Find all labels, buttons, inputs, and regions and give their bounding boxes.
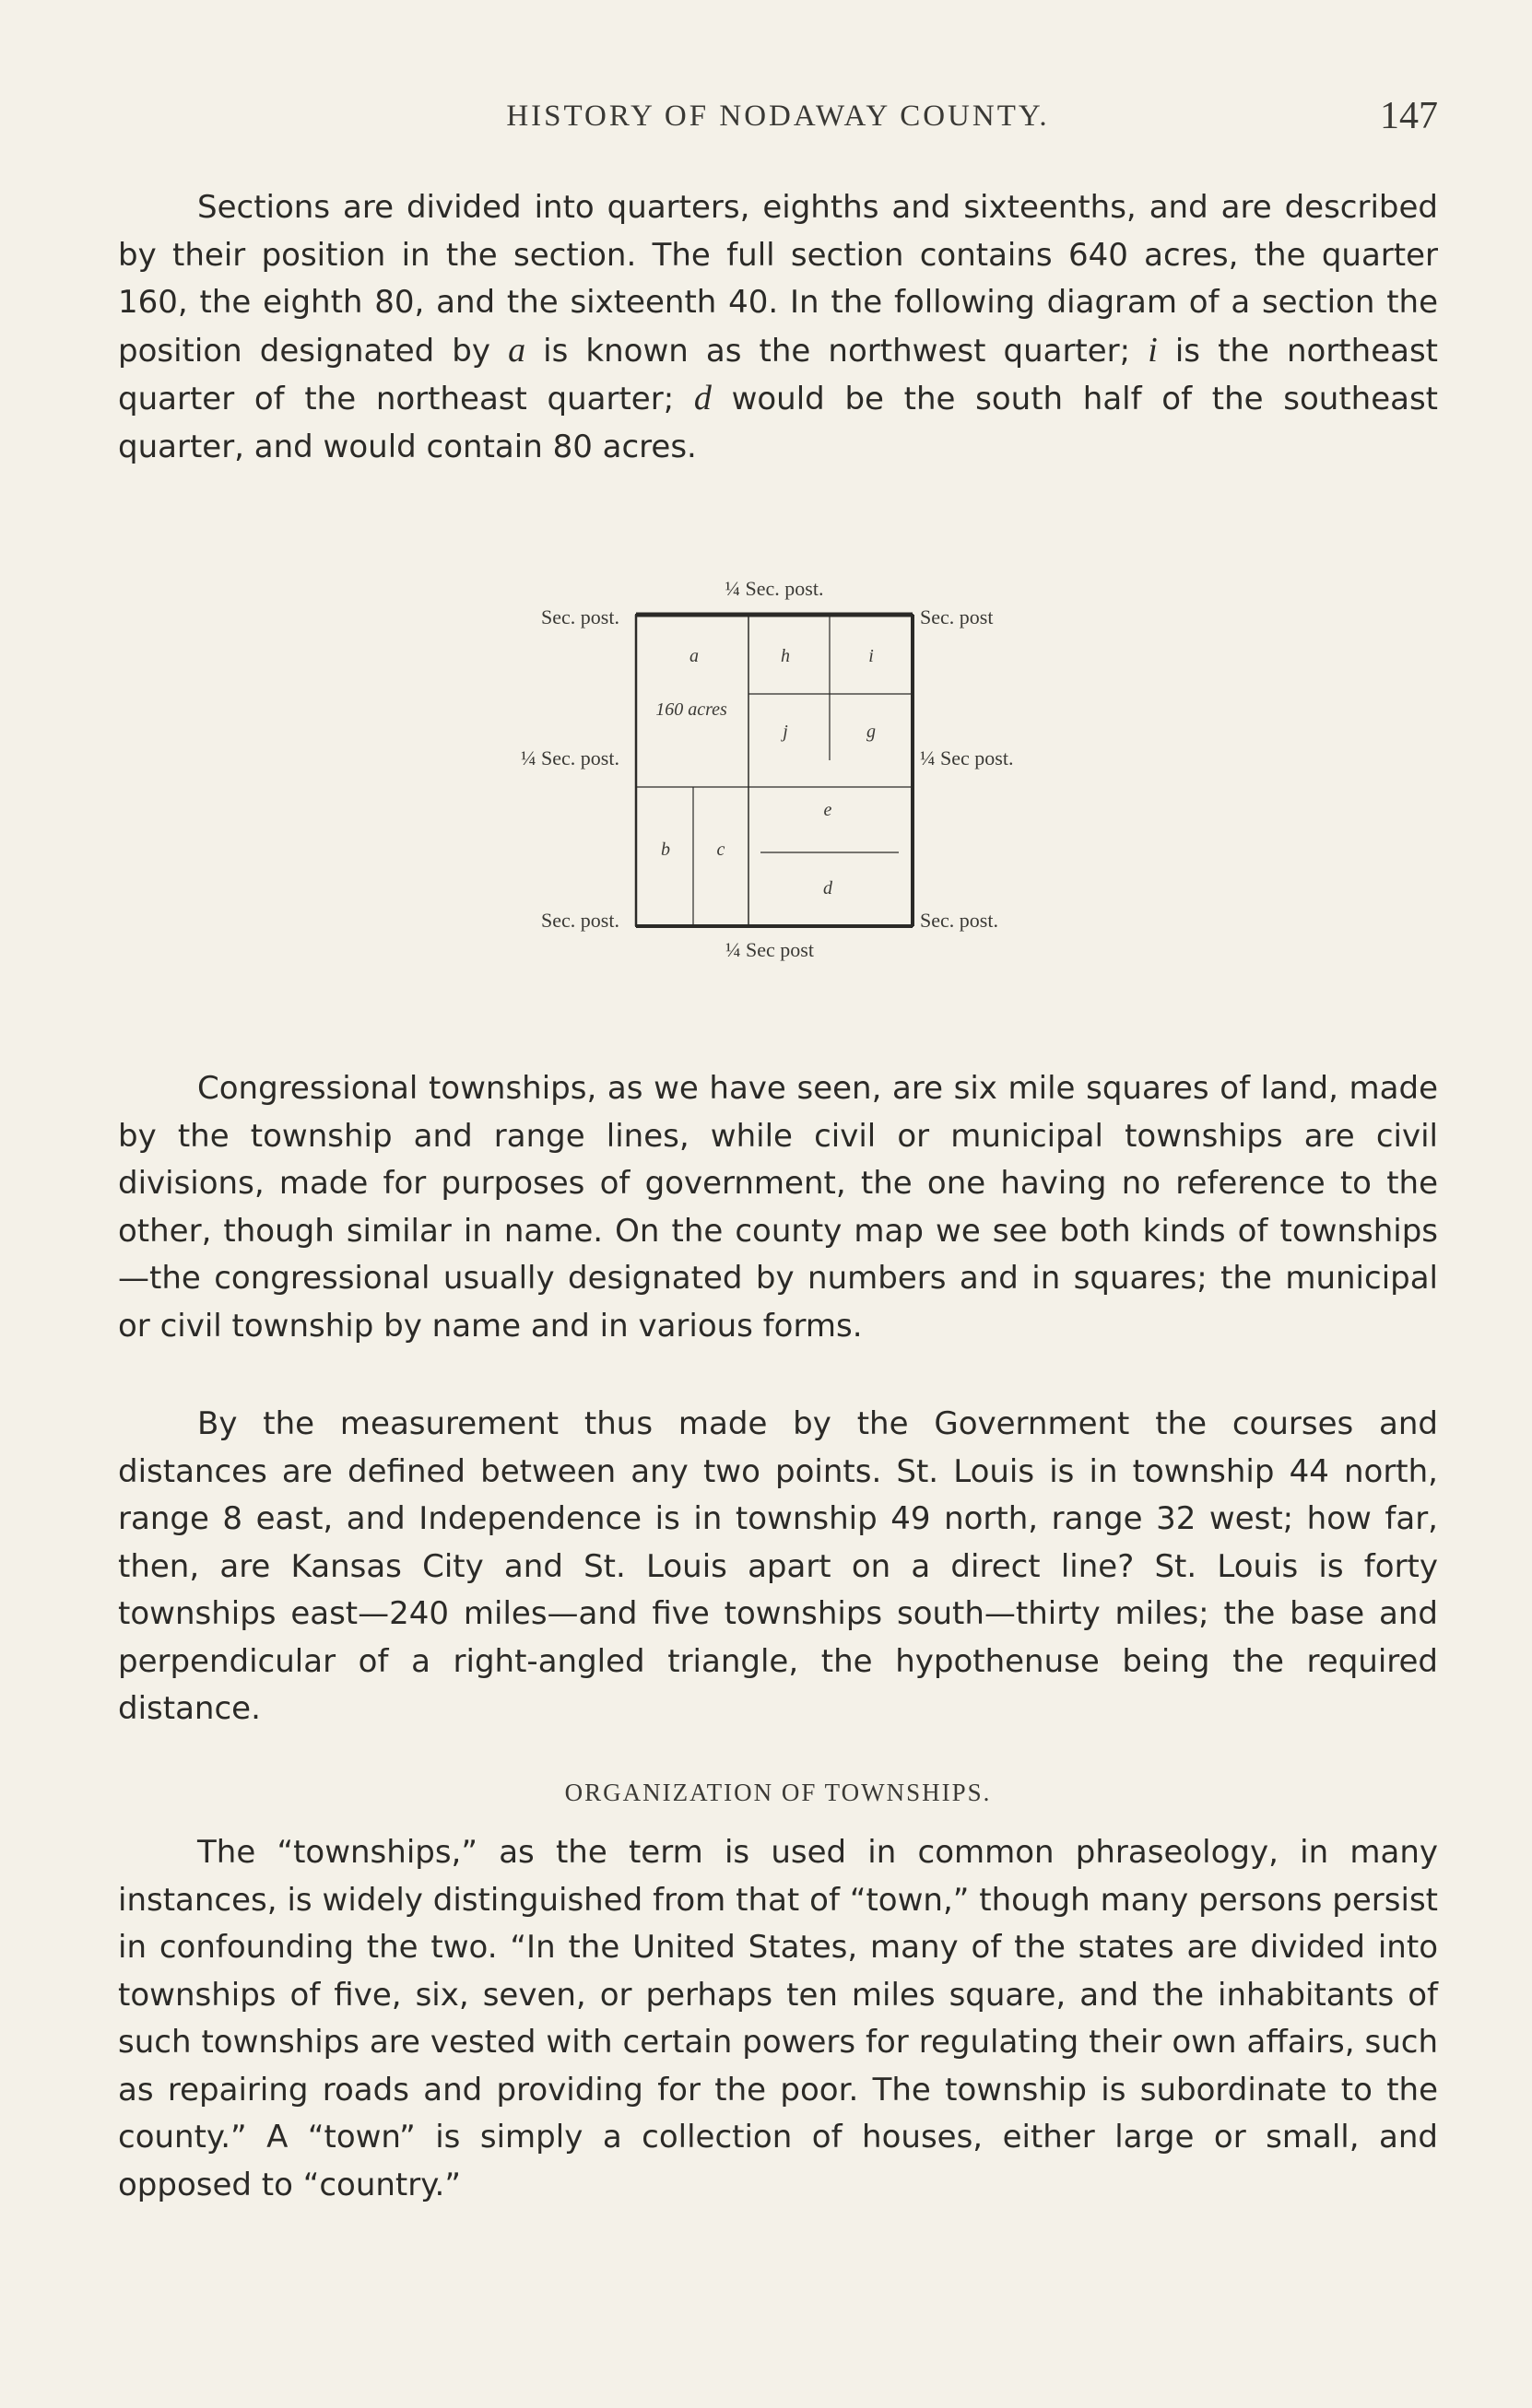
top-quarter-post-label: ¼ Sec. post. [725, 577, 824, 600]
page-number: 147 [1380, 95, 1438, 137]
tract-e-label: e [823, 800, 832, 820]
tract-i-label: i [868, 646, 874, 666]
left-middle-post-label: ¼ Sec. post. [521, 746, 619, 769]
tract-d-label: d [823, 878, 832, 899]
section-diagram [461, 562, 1106, 968]
italic-letter-d: d [693, 379, 712, 417]
tract-g-label: g [866, 722, 876, 742]
tract-b-label: b [661, 840, 670, 860]
paragraph-organization: The “townships,” as the term is used in common phraseology, in many instances, is widely distinguished from that of “town,” though many persons persist in confounding the two. “In the United States, many of the states are divided into townships of five, six, seven, or perhaps ten miles square, and the inhabitants of such townships are vested with certain powers for regulating their own affairs, such as repairing roads and providing for the poor. The township is subordinate to the county.” A “town” is simply a collection of houses, either large or small, and opposed to “country.” [118, 1834, 1438, 2203]
section-heading: ORGANIZATION OF TOWNSHIPS. [564, 1779, 992, 1806]
tract-h-label: h [781, 646, 790, 666]
acres-label: 160 acres [655, 699, 727, 720]
right-bottom-post-label: Sec. post. [920, 909, 998, 932]
right-top-post-label: Sec. post [920, 605, 994, 628]
tract-a-label: a [689, 646, 699, 666]
tract-c-label: c [716, 840, 725, 860]
italic-letter-a: a [508, 330, 526, 370]
left-bottom-post-label: Sec. post. [541, 909, 619, 932]
paragraph-measurement: By the measurement thus made by the Government the courses and distances are defined between any two points. St. Louis is in township 44 north, range 8 east, and Independence is in township 49 north, range 32 west; how far, then, are Kansas City and St. Louis apart on a direct line? St. Louis is forty townships east—240 miles—and five townships south—thirty miles; the base and perpendicular of a right-angled triangle, the hypothenuse being the required distance. [118, 1405, 1438, 1727]
paragraph-sections-text-3: is the northeast quarter of the northeast quarter; [118, 332, 1438, 417]
running-title: HISTORY OF NODAWAY COUNTY. [506, 100, 1050, 133]
left-top-post-label: Sec. post. [541, 605, 619, 628]
page-header [118, 95, 1438, 146]
bottom-quarter-post-label: ¼ Sec post [725, 938, 814, 961]
paragraph-sections-text-4: would be the south half of the southeast quarter, and would contain 80 acres. [118, 381, 1438, 465]
paragraph-congressional-townships: Congressional townships, as we have seen, are six mile squares of land, made by the township and range lines, while civil or municipal townships are civil divisions, made for purposes of government, the one having no reference to the other, though similar in name. On the county map we see both kinds of townships—the congressional usually designated by numbers and in squares; the municipal or civil township by name and in various forms. [118, 1070, 1438, 1345]
paragraph-sections [118, 184, 1438, 471]
section-diagram-svg [461, 562, 1106, 968]
tract-j-label: j [783, 722, 788, 742]
right-middle-post-label: ¼ Sec post. [920, 746, 1014, 769]
paragraph-sections-text-1: Sections are divided into quarters, eighths and sixteenths, and are described by their position in the section. The full section contains 640 acres, the quarter 160, the eighth 80, and the sixteenth 40. In the following diagram of a section the position designated by [118, 189, 1438, 370]
paragraph-sections-text-2: is known as the northwest quarter; [525, 332, 1149, 370]
italic-letter-i: i [1148, 330, 1158, 370]
